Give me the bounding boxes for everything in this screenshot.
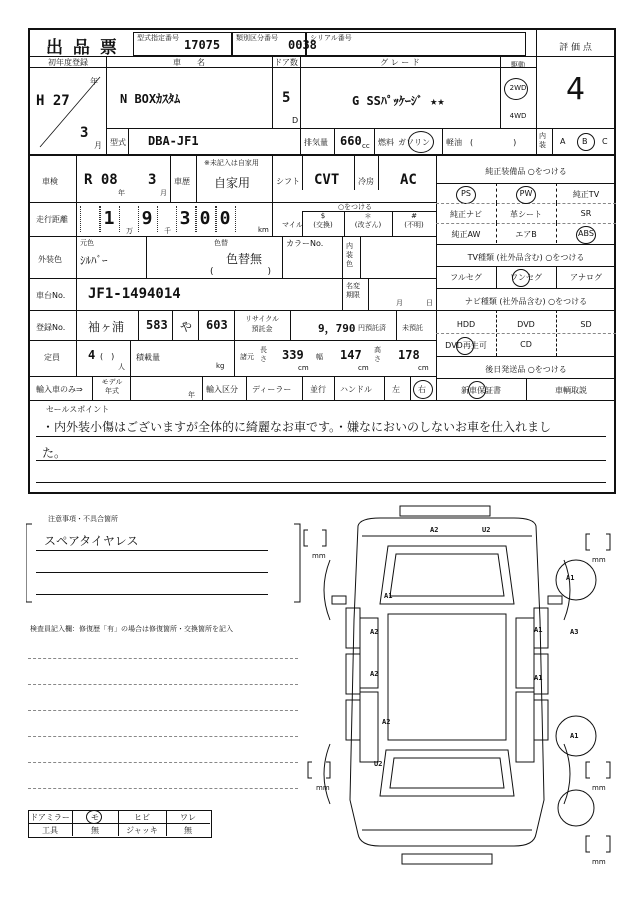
mark-left-door-a2: A2: [370, 628, 379, 636]
equip-item-6[interactable]: 純正AW: [451, 230, 481, 239]
reg-num: 603: [206, 318, 228, 332]
mileage-hash[interactable]: # (不明): [404, 212, 424, 229]
mark-left-rear-a2: A2: [370, 670, 379, 678]
navi-item-0[interactable]: HDD: [456, 320, 476, 329]
fuel-gas-circle: [408, 131, 434, 153]
tv-item-2[interactable]: アナログ: [570, 273, 602, 282]
hgt-value: 178: [398, 348, 420, 362]
recycle-unit: 円預託済: [358, 324, 386, 332]
mileage-sen: 千: [164, 227, 171, 235]
type-value: DBA-JF1: [148, 134, 199, 148]
mark-right-fender-a1: A1: [566, 574, 575, 582]
mileage-digit-5: 0: [219, 208, 231, 229]
repaint-label: 色替: [214, 239, 228, 247]
capacity-value: 4: [88, 348, 96, 362]
equip-item-3[interactable]: 純正ナビ: [450, 210, 482, 219]
dims-label: 諸元: [240, 353, 254, 361]
equip-circle-0: [456, 186, 476, 204]
mileage-star[interactable]: ＊ (改ざん): [354, 212, 382, 229]
load-label: 積載量: [136, 353, 160, 362]
handle-label: ハンドル: [340, 385, 372, 394]
mark-front-a2: A2: [430, 526, 439, 534]
name-change-month: 月: [396, 299, 403, 307]
first-reg-year-unit: 年: [90, 77, 98, 86]
color-no-label: カラーNo.: [286, 239, 324, 248]
mark-rear-tire-a1: A1: [570, 732, 579, 740]
equip-item-7[interactable]: エアB: [515, 230, 537, 239]
inspector-label: 検査員記入欄：修復歴「有」の場合は修復箇所・交換箇所を記入: [30, 625, 233, 633]
first-reg-month: 3: [80, 125, 89, 141]
mileage-man: 万: [126, 227, 133, 235]
chassis-value: JF1-1494014: [88, 286, 181, 302]
equip-item-0[interactable]: PS: [461, 189, 471, 198]
equip-item-2[interactable]: 純正TV: [572, 190, 600, 199]
history-label: 車歴: [174, 177, 190, 186]
category-value: 0038: [288, 38, 317, 52]
doors-value: 5: [282, 90, 291, 106]
later-item-1[interactable]: 車輌取説: [555, 386, 587, 395]
mark-right-rear-a1: A1: [534, 674, 543, 682]
notes-label: 注意事項・不具合箇所: [48, 515, 118, 523]
bt-r2-3: 無: [184, 826, 192, 835]
mileage-digit-1: 1: [103, 208, 115, 229]
tv-label: TV種類 (社外品含む) ○をつける: [467, 253, 585, 262]
equip-item-4[interactable]: 革シート: [510, 210, 542, 219]
shift-label: シフト: [276, 177, 300, 186]
color-label: 外装色: [38, 255, 62, 264]
notes-value: スペアタイヤレス: [44, 534, 139, 548]
navi-item-4[interactable]: CD: [520, 340, 532, 349]
fuel-label: 燃料: [378, 138, 394, 147]
mm-label-4: mm: [592, 784, 606, 792]
inspection-month: 3: [148, 172, 157, 188]
fuel-other: ( ): [470, 138, 517, 147]
displacement-unit: cc: [362, 142, 370, 150]
wid-label: 幅: [316, 353, 323, 361]
recycle-value: 9，790: [318, 322, 356, 335]
car-name-label: 車 名: [173, 58, 205, 67]
name-change-day: 日: [426, 299, 433, 307]
history-value: 自家用: [214, 176, 251, 190]
recycle-not[interactable]: 未預託: [402, 324, 423, 332]
later-item-0[interactable]: 新車保証書: [461, 386, 501, 395]
sheet-title: 出 品 票: [46, 38, 119, 58]
hgt-cm: cm: [418, 364, 429, 372]
bt-r1-2: ヒビ: [134, 813, 150, 822]
mileage-km: km: [258, 226, 269, 234]
bt-r2-2: ジャッキ: [126, 826, 158, 835]
navi-hline: [436, 333, 616, 334]
model-year-label: モデル 年式: [101, 378, 123, 395]
bt-r1-3: ワレ: [180, 813, 196, 822]
mm-label-2: mm: [592, 556, 606, 564]
interior-a[interactable]: A: [560, 137, 566, 146]
wid-cm: cm: [358, 364, 369, 372]
parallel[interactable]: 並行: [310, 385, 326, 394]
equip-item-1[interactable]: PW: [519, 189, 533, 198]
warranty-circle: [468, 381, 486, 399]
grade-value: G SSﾊﾟｯｹｰｼﾞ ★★: [352, 94, 445, 108]
first-reg-label: 初年度登録: [48, 58, 88, 67]
mark-rear-u2: U2: [374, 760, 383, 768]
navi-label: ナビ種類 (社外品含む) ○をつける: [464, 297, 588, 306]
load-unit: kg: [216, 362, 225, 370]
mileage-circle-note: ○をつける: [337, 203, 373, 211]
mileage-digit-2: 9: [141, 208, 153, 229]
equip-item-5[interactable]: SR: [580, 209, 592, 218]
mark-hood-a1: A1: [384, 592, 393, 600]
orig-color-label: 元色: [80, 239, 94, 247]
inspection-year: 年: [118, 189, 125, 197]
bt-r2-1: 無: [91, 826, 99, 835]
model-spec-value: 17075: [184, 38, 221, 52]
drive-2wd-circle: [504, 78, 528, 100]
recycle-label: リサイクル 預託金: [244, 315, 280, 333]
type-label: 型式: [110, 138, 126, 147]
inspection-month-unit: 月: [160, 189, 167, 197]
handle-left[interactable]: 左: [392, 385, 400, 394]
mm-label-5: mm: [592, 858, 606, 866]
later-label: 後日発送品 ○をつける: [485, 365, 567, 374]
fuel-gas[interactable]: ガソリン: [398, 138, 430, 147]
capacity-label: 定員: [44, 353, 60, 362]
capacity-paren: ( ): [100, 352, 115, 361]
equip-label: 純正装備品 ○をつける: [485, 167, 567, 176]
ac-label: 冷房: [358, 177, 374, 186]
mark-right-side-a3: A3: [570, 628, 579, 636]
car-diagram: [300, 500, 618, 870]
mileage-digit-3: 3: [179, 208, 191, 229]
mileage-dollar[interactable]: $ (交換): [313, 212, 333, 229]
grade-label: グ レ ー ド: [380, 58, 420, 67]
equip-circle-1: [516, 186, 536, 204]
interior-b[interactable]: B: [582, 137, 588, 146]
car-name-value: N BOXｶｽﾀﾑ: [120, 92, 181, 106]
chassis-label: 車台No.: [36, 291, 66, 300]
equip-circle-8: [576, 226, 596, 244]
mirror-circle: [86, 810, 102, 824]
ac-value: AC: [400, 172, 417, 188]
doors-label: ドア数: [274, 58, 298, 67]
equip-item-8[interactable]: ABS: [578, 229, 594, 238]
len-label: 長さ: [260, 346, 267, 363]
interior-c[interactable]: C: [602, 137, 608, 146]
reg-label: 登録No.: [36, 323, 66, 332]
doors-sub: D: [292, 116, 299, 125]
first-reg-month-unit: 月: [94, 141, 102, 150]
hgt-label: 高さ: [374, 346, 381, 363]
interior-label: 内装: [539, 132, 546, 149]
displacement-value: 660: [340, 134, 362, 148]
orig-color-value: ｼﾙﾊﾞｰ: [80, 254, 108, 267]
category-label: 類別区分番号: [236, 34, 278, 42]
model-year-unit: 年: [188, 391, 195, 399]
capacity-unit: 人: [118, 363, 125, 371]
bt-r2-0: 工具: [42, 826, 58, 835]
fuel-diesel[interactable]: 軽油: [446, 138, 462, 147]
sales-line-1: ・内外装小傷はございますが全体的に綺麗なお車です。・嫌なにおいのしないお車を仕入れまし: [42, 420, 552, 434]
handle-right[interactable]: 右: [418, 385, 426, 394]
bt-r1-0: ドアミラー: [30, 813, 70, 822]
navi-dvd-circle: [456, 337, 474, 355]
displacement-label: 排気量: [304, 138, 328, 147]
interior-b-circle: [577, 133, 595, 151]
history-note: ※未記入は自家用: [204, 159, 259, 167]
inspection-label: 車検: [42, 177, 58, 186]
first-reg-era: H 27: [36, 93, 70, 109]
wid-value: 147: [340, 348, 362, 362]
tv-item-1[interactable]: ワンセグ: [510, 273, 542, 282]
navi-item-2[interactable]: SD: [580, 320, 592, 329]
import-class-label: 輸入区分: [206, 385, 238, 394]
reg-place: 袖ヶ浦: [88, 320, 125, 334]
repaint-value: 色替無: [226, 252, 263, 266]
tv-item-0[interactable]: フルセグ: [450, 273, 482, 282]
drive-2wd[interactable]: 2WD: [509, 84, 527, 92]
drive-4wd[interactable]: 4WD: [509, 112, 527, 120]
grade-eval-value: 4: [565, 72, 586, 107]
mileage-digit-box: [80, 206, 100, 232]
inspection-value: R 08: [84, 172, 118, 188]
sales-line-2: た。: [42, 446, 67, 460]
mileage-digit-4: 0: [199, 208, 211, 229]
mileage-mile[interactable]: マイル: [282, 221, 303, 229]
navi-item-3[interactable]: DVD再生可: [445, 341, 487, 350]
reg-kana: や: [180, 320, 193, 334]
bt-r1-1: モ: [91, 813, 99, 822]
navi-item-1[interactable]: DVD: [517, 320, 535, 329]
tv-oneseg-circle: [512, 269, 530, 287]
len-value: 339: [282, 348, 304, 362]
sales-label: セールスポイント: [46, 405, 110, 414]
grade-eval-label: 評 価 点: [559, 43, 592, 53]
mm-label-3: mm: [316, 784, 330, 792]
mark-front-u2: U2: [482, 526, 491, 534]
mark-rear-a2: A2: [382, 718, 391, 726]
interior-color-label: 内装色: [346, 242, 353, 268]
mileage-label: 走行距離: [36, 215, 68, 224]
len-cm: cm: [298, 364, 309, 372]
drive-label: 駆動: [511, 61, 525, 69]
handle-right-circle: [413, 380, 433, 399]
dealer[interactable]: ディーラー: [252, 385, 292, 394]
shift-value: CVT: [314, 172, 340, 188]
name-change-label: 名変期限: [346, 282, 360, 299]
mm-label-1: mm: [312, 552, 326, 560]
equip-hline: [436, 223, 616, 224]
import-only: 輸入車のみ⇒: [36, 385, 83, 394]
model-spec-label: 型式指定番号: [137, 34, 179, 42]
repaint-paren: ( ): [210, 267, 272, 277]
mark-right-door-a1: A1: [534, 626, 543, 634]
serial-label: シリアル番号: [310, 34, 352, 42]
reg-class: 583: [146, 318, 168, 332]
